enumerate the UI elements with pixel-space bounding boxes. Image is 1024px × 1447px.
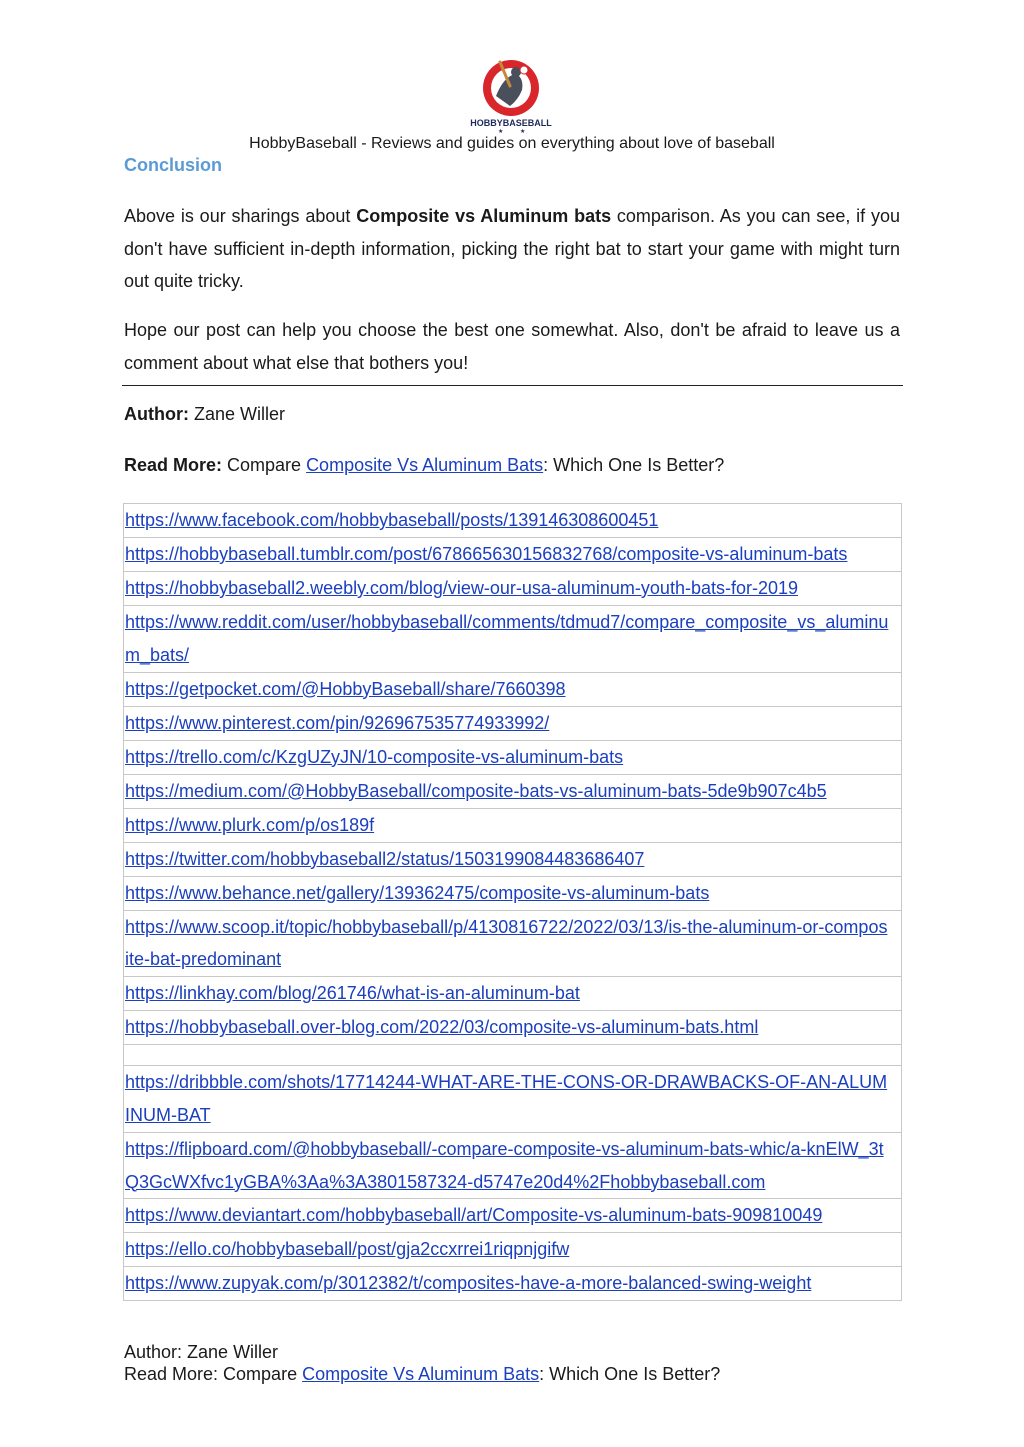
link-row [124, 707, 901, 741]
link-row [124, 572, 901, 606]
svg-text:★: ★ [520, 129, 526, 135]
paragraph-text: Above is our sharings about [124, 206, 357, 226]
author-label: Author: [124, 404, 189, 424]
footer-read-more-prefix: Read More: Compare [124, 1364, 303, 1384]
site-tagline: HobbyBaseball - Reviews and guides on everything about love of baseball [249, 135, 775, 152]
read-more-line [124, 455, 724, 476]
external-link[interactable]: https://hobbybaseball.over-blog.com/2022/03/composite-vs-aluminum-bats.html [125, 1017, 759, 1038]
author-line [124, 404, 285, 425]
link-row [124, 1199, 901, 1233]
link-row [124, 977, 901, 1011]
link-row [124, 1233, 901, 1267]
paragraph-text: comparison. As you can see, if you don't have sufficient in-depth information, picking the right bat to start your game with might turn out quite tricky. [124, 206, 900, 291]
external-link[interactable]: https://trello.com/c/KzgUZyJN/10-composite-vs-aluminum-bats [125, 746, 624, 767]
external-link[interactable]: https://www.facebook.com/hobbybaseball/posts/139146308600451 [125, 510, 659, 530]
read-more-prefix: Compare [222, 455, 307, 475]
external-link[interactable]: https://www.pinterest.com/pin/926967535774933992/ [125, 712, 550, 733]
external-link[interactable]: https://dribbble.com/shots/17714244-WHAT-ARE-THE-CONS-OR-DRAWBACKS-OF-AN-ALUMINUM-BAT [125, 1072, 888, 1125]
external-link[interactable]: https://www.behance.net/gallery/139362475/composite-vs-aluminum-bats [125, 882, 710, 903]
link-row [124, 606, 901, 673]
conclusion-paragraph-2: Hope our post can help you choose the best one somewhat. Also, don't be afraid to leave us a comment about what else that bothers you! [124, 320, 900, 373]
external-link[interactable]: https://medium.com/@HobbyBaseball/composite-bats-vs-aluminum-bats-5de9b907c4b5 [125, 780, 827, 801]
read-more-suffix: : Which One Is Better? [543, 455, 725, 475]
external-link[interactable]: https://getpocket.com/@HobbyBaseball/share/7660398 [125, 678, 566, 699]
external-link[interactable]: https://hobbybaseball.tumblr.com/post/678665630156832768/composite-vs-aluminum-bats [125, 544, 848, 564]
bold-keyword: Composite vs Aluminum bats [356, 206, 612, 226]
footer-author-line: Author: Zane Willer [124, 1342, 279, 1362]
link-row [124, 504, 901, 538]
read-more-link[interactable]: Composite Vs Aluminum Bats [306, 455, 544, 475]
author-name: Zane Willer [188, 404, 286, 424]
link-row [124, 1133, 901, 1200]
external-link[interactable]: https://www.reddit.com/user/hobbybaseball/comments/tdmud7/compare_composite_vs_aluminum_bats/ [125, 612, 889, 665]
footer-read-more-line [124, 1364, 720, 1385]
conclusion-heading: Conclusion [124, 155, 222, 175]
external-link[interactable]: https://ello.co/hobbybaseball/post/gja2ccxrrei1riqpnjgifw [125, 1239, 570, 1260]
external-link[interactable]: https://www.plurk.com/p/os189f [125, 814, 375, 835]
svg-text:★: ★ [498, 129, 504, 135]
link-row [124, 809, 901, 843]
link-row [124, 843, 901, 877]
link-row [124, 741, 901, 775]
logo-wordmark: HOBBYBASEBALL [470, 118, 552, 128]
footer-read-more-suffix: : Which One Is Better? [539, 1364, 721, 1384]
footer-read-more-link[interactable]: Composite Vs Aluminum Bats [302, 1364, 540, 1384]
conclusion-paragraph-1 [124, 200, 900, 298]
link-row [124, 673, 901, 707]
external-link[interactable]: https://hobbybaseball2.weebly.com/blog/view-our-usa-aluminum-youth-bats-for-2019 [125, 578, 799, 598]
hobbybaseball-logo [466, 56, 556, 136]
external-link[interactable]: https://linkhay.com/blog/261746/what-is-an-aluminum-bat [125, 983, 580, 1004]
link-row [124, 1045, 901, 1066]
external-link[interactable]: https://www.deviantart.com/hobbybaseball/art/Composite-vs-aluminum-bats-909810049 [125, 1205, 823, 1226]
read-more-label: Read More: [124, 455, 223, 475]
link-row [124, 911, 901, 978]
external-link[interactable]: https://twitter.com/hobbybaseball2/status/1503199084483686407 [125, 848, 645, 869]
link-row [124, 1011, 901, 1045]
link-row [124, 1267, 901, 1301]
links-table [123, 503, 902, 1301]
link-row [124, 775, 901, 809]
link-row [124, 538, 901, 572]
external-link[interactable]: https://flipboard.com/@hobbybaseball/-compare-composite-vs-aluminum-bats-whic/a-knElW_3tQ3GcWXfvc1yGBA%3Aa%3A3801587324-d5747e20d4%2Fhobbybaseball.com [125, 1138, 884, 1192]
link-row [124, 1066, 901, 1133]
link-row [124, 877, 901, 911]
horizontal-divider [122, 385, 903, 386]
external-link[interactable]: https://www.scoop.it/topic/hobbybaseball/p/4130816722/2022/03/13/is-the-aluminum-or-composite-bat-predominant [125, 916, 888, 970]
external-link[interactable]: https://www.zupyak.com/p/3012382/t/composites-have-a-more-balanced-swing-weight [125, 1273, 812, 1294]
